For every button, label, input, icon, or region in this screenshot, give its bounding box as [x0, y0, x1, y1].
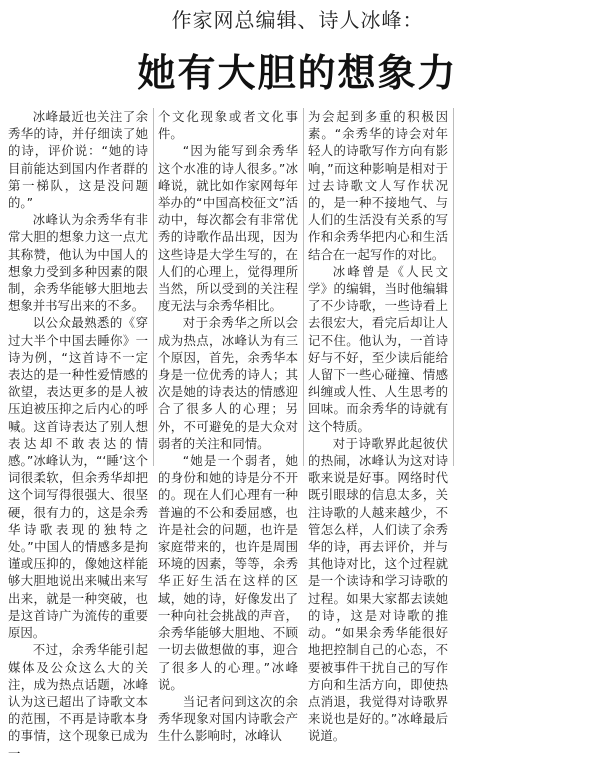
article-column-3 [308, 108, 448, 744]
column-divider [303, 108, 304, 466]
subtitle: 作家网总编辑、诗人冰峰： [171, 8, 424, 32]
paragraph: 对于诗歌界此起彼伏的热闹，冰峰认为这对诗歌来说是好事。网络时代既引眼球的信息太多，关注诗歌的人越来越少，不管怎么样，人们读了余秀华的诗，再去评价，并与其他诗对比，这个过程就是一个读诗和学习诗歌的过程。如果大家都去读她的诗，这是对诗歌的推动。“如果余秀华能很好地把控制自己的心态，不要被事件干扰自己的写作方向和生活方向，即使热点消退，我觉得对诗歌界来说也是好的。”冰峰最后说道。 [308, 435, 448, 744]
article-column-2 [158, 108, 298, 744]
article-column-4 [458, 108, 588, 466]
paragraph: “因为能写到余秀华这个水准的诗人很多。”冰峰说，就比如作家网每年举办的“中国高校征文”活动中，每次都会有非常优秀的诗歌作品出现，因为这些诗是大学生写的，在人们的心理上，觉得理所当然，所以受到的关注程度无法与余秀华相比。 [158, 143, 298, 314]
paragraph: “她是一个弱者，她的身份和她的诗是分不开的。现在人们心理有一种普遍的不公和委屈感，也许是社会的问题，也许是家庭带来的，也许是周围环境的因素，等等，余秀华正好生活在这样的区域，她的诗，好像发出了一种向社会挑战的声音，余秀华能够大胆地、不顾一切去做想做的事，迎合了很多人的心理。”冰峰说。 [158, 453, 298, 692]
paragraph: 对于余秀华之所以会成为热点，冰峰认为有三个原因，首先，余秀华本身是一位优秀的诗人；其次是她的诗表达的情感迎合了很多人的心理；另外，不可避免的是大众对弱者的关注和同情。 [158, 315, 298, 451]
paragraph: 当记者问到这次的余秀华现象对国内诗歌会产生什么影响时，冰峰认 [158, 693, 298, 744]
article-column-1 [8, 108, 148, 761]
paragraph: 个文化现象或者文化事件。 [158, 109, 298, 142]
paragraph: 冰峰认为余秀华有非常大胆的想象力这一点尤其称赞，他认为中国人的想象力受到多种因素的限制，余秀华能够大胆地去想象并书写出来的不多。 [8, 212, 148, 314]
paragraph: 不过，余秀华能引起媒体及公众这么大的关注，成为热点话题，冰峰认为这已超出了诗歌文本的范围，不再是诗歌本身的事情，这个现象已成为一 [8, 642, 148, 761]
paragraph: 以公众最熟悉的《穿过大半个中国去睡你》一诗为例，“这首诗不一定表达的是一种性爱情感的欲望，表达更多的是人被压迫被压抑之后内心的呼喊。这首诗表达了别人想表达却不敢表达的情感。”冰峰认为，“‘睡’这个词很柔软，但余秀华却把这个词写得很强大、很坚硬，很有力的，这是余秀华诗歌表现的独特之处。”中国人的情感多是拘谨或压抑的，像她这样能够大胆地说出来喊出来写出来，就是一种突破，也是这首诗广为流传的重要原因。 [8, 315, 148, 641]
paragraph: 冰峰最近也关注了余秀华的诗，并仔细读了她的诗，评价说：“她的诗目前能达到国内作者群的第一梯队，这是没问题的。” [8, 109, 148, 211]
paragraph: 冰峰曾是《人民文学》的编辑，当时他编辑了不少诗歌，一些诗看上去很宏大，看完后却让人记不住。他认为，一首诗好与不好，至少读后能给人留下一些心碰撞、情感纠缠或人性、人生思考的回味。而余秀华的诗就有这个特质。 [308, 263, 448, 434]
column-divider [453, 108, 454, 466]
column-divider [153, 108, 154, 466]
headline-title: 她有大胆的想象力 [137, 50, 458, 95]
paragraph: 为会起到多重的积极因素。“余秀华的诗会对年轻人的诗歌写作方向有影响，”而这种影响是相对于过去诗歌文人写作状况的，是一种不接地气、与人们的生活没有关系的写作和余秀华把内心和生活结合在一起写作的对比。 [308, 109, 448, 262]
